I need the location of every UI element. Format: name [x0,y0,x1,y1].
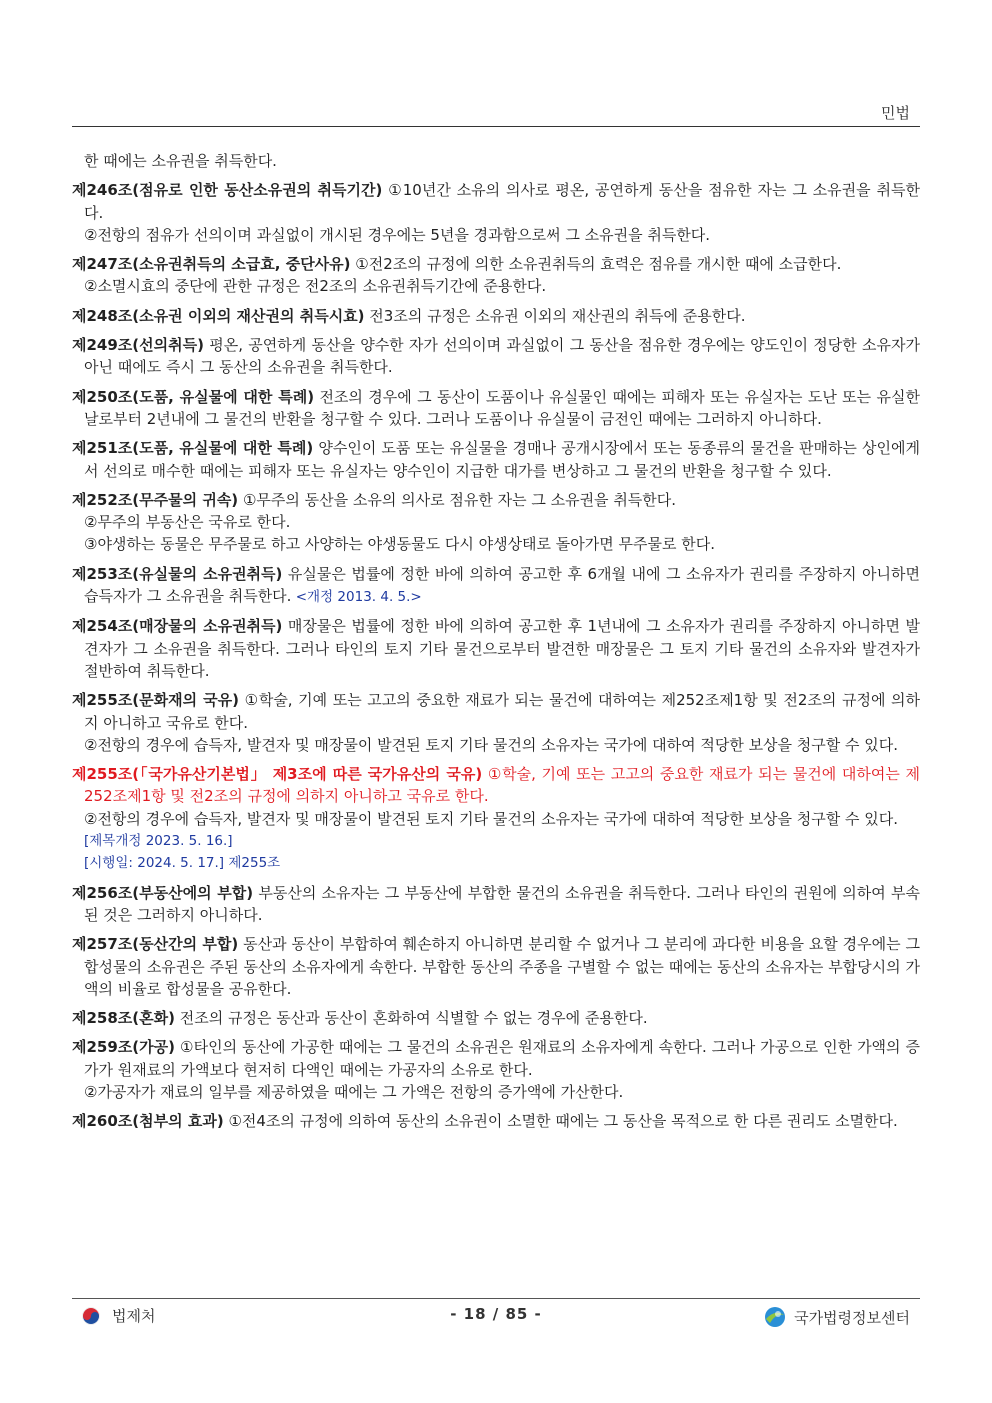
article-block [72,1007,920,1029]
article-title: 제251조(도품, 유실물에 대한 특례) [72,439,314,458]
header-divider [72,126,920,127]
article-body: ①무주의 동산을 소유의 의사로 점유한 자는 그 소유권을 취득한다. [238,490,677,509]
article [72,933,920,1000]
article-block [72,253,920,298]
article [72,179,920,224]
article [72,305,920,327]
article [72,1036,920,1081]
ministry-name: 법제처 [112,1307,156,1325]
article-body: 전조의 경우에 그 동산이 도품이나 유실물인 때에는 피해자 또는 유실자는 도난 또는 유실한 날로부터 2년내에 그 물건의 반환을 청구할 수 있다. 그러나 도품이나 유실물이 금전인 때에는 그러하지 아니하다. [84,387,920,428]
article [72,253,920,275]
article [72,563,920,609]
article [72,689,920,734]
article-title: 제248조(소유권 이외의 재산권의 취득시효) [72,306,365,325]
article-paragraph: ②가공자가 재료의 일부를 제공하였을 때에는 그 가액은 전항의 증가액에 가산한다. [84,1082,624,1101]
article-list [72,179,920,1132]
law-center-name: 국가법령정보센터 [794,1308,910,1327]
article-title: 제252조(무주물의 귀속) [72,490,239,509]
article-paragraph: ②전항의 경우에 습득자, 발견자 및 매장물이 발견된 토지 기타 물건의 소유자는 국가에 대하여 적당한 보상을 청구할 수 있다. [84,735,899,754]
article-body: 매장물은 법률에 정한 바에 의하여 공고한 후 1년내에 그 소유자가 권리를 주장하지 아니하면 발견자가 그 소유권을 취득한다. 그러나 타인의 토지 기타 물건으로부터 발견한 매장물은 그 토지 기타 물건의 소유자와 발견자가 절반하여 취득한다. [84,617,921,680]
article-body: 동산과 동산이 부합하여 훼손하지 아니하면 분리할 수 없거나 그 분리에 과다한 비용을 요할 경우에는 그 합성물의 소유권은 주된 동산의 소유자에게 속한다. 부합한 동산의 주종을 구별할 수 없는 때에는 동산의 소유자는 부합당시의 가액의 비율로 합성물을 공유한다. [84,935,920,998]
article-title: 제253조(유실물의 소유권취득) [72,564,283,583]
law-text [72,150,920,1140]
article-body: ①전2조의 규정에 의한 소유권취득의 효력은 점유를 개시한 때에 소급한다. [350,255,842,274]
article-title: 제254조(매장물의 소유권취득) [72,617,283,636]
article-title: 제259조(가공) [72,1038,175,1057]
article-block [72,1036,920,1103]
article-block [72,437,920,482]
footer-divider [72,1298,920,1299]
article-title: 제260조(첨부의 효과) [72,1112,224,1131]
article-block [72,179,920,246]
article-body: ①학술, 기예 또는 고고의 중요한 재료가 되는 물건에 대하여는 제252조제1항 및 전2조의 규정에 의하지 아니하고 국유로 한다. [84,691,920,732]
article-title: 제250조(도품, 유실물에 대한 특례) [72,387,315,406]
article-paragraph: ②전항의 경우에 습득자, 발견자 및 매장물이 발견된 토지 기타 물건의 소유자는 국가에 대하여 적당한 보상을 청구할 수 있다. [84,809,899,828]
revision-note: [시행일: 2024. 5. 17.] 제255조 [84,855,281,872]
article [72,437,920,482]
article-body: 양수인이 도품 또는 유실물을 경매나 공개시장에서 또는 동종류의 물건을 판매하는 상인에게서 선의로 매수한 때에는 피해자 또는 유실자는 양수인이 지급한 대가를 변상하고 그 물건의 반환을 청구할 수 있다. [84,439,920,480]
article-block [72,763,920,874]
article [72,386,920,431]
revision-note: [제목개정 2023. 5. 16.] [84,833,233,850]
article-block [72,305,920,327]
article-body: ①타인의 동산에 가공한 때에는 그 물건의 소유권은 원재료의 소유자에게 속한다. 그러나 가공으로 인한 가액의 증가가 원재료의 가액보다 현저히 다액인 때에는 가공자의 소유로 한다. [84,1038,920,1079]
article-paragraph: ②소멸시효의 중단에 관한 규정은 전2조의 소유권취득기간에 준용한다. [84,277,547,296]
article-title: 제255조(문화재의 국유) [72,691,239,710]
page-footer [72,1303,920,1331]
article-block [72,882,920,927]
article-body: 전3조의 규정은 소유권 이외의 재산권의 취득에 준용한다. [364,306,746,325]
article-body: 유실물은 법률에 정한 바에 의하여 공고한 후 6개월 내에 그 소유자가 권리를 주장하지 아니하면 습득자가 그 소유권을 취득한다. [84,564,921,606]
article-block [72,489,920,556]
article-paragraph: ②무주의 부동산은 국유로 한다. [84,513,291,532]
article-block [72,563,920,609]
article-paragraph: ③야생하는 동물은 무주물로 하고 사양하는 야생동물도 다시 야생상태로 돌아가면 무주물로 한다. [84,535,716,554]
document-title: 민법 [881,104,910,122]
article-block [72,386,920,431]
article [72,1110,920,1132]
footer-right [762,1305,910,1329]
article-title: 제249조(선의취득) [72,336,204,355]
article [72,334,920,379]
article [72,763,920,808]
article-block [72,933,920,1000]
article-body: 전조의 규정은 동산과 동산이 혼화하여 식별할 수 없는 경우에 준용한다. [174,1009,648,1028]
article-title: 제258조(혼화) [72,1009,175,1028]
page-number: - 18 / 85 - [450,1305,542,1323]
article [72,882,920,927]
article-title: 제257조(동산간의 부합) [72,935,239,954]
article-body: ①학술, 기예 또는 고고의 중요한 재료가 되는 물건에 대하여는 제252조제1항 및 전2조의 규정에 의하지 아니하고 국유로 한다. [84,765,921,806]
amendment-note: <개정 2013. 4. 5.> [291,589,422,606]
article-title: 제247조(소유권취득의 소급효, 중단사유) [72,255,351,274]
article-title: 제246조(점유로 인한 동산소유권의 취득기간) [72,181,383,200]
article-title: 제256조(부동산에의 부합) [72,883,254,902]
article [72,615,920,682]
article-body: ①10년간 소유의 의사로 평온, 공연하게 동산을 점유한 자는 그 소유권을 취득한다. [84,181,920,222]
article-body: 평온, 공연하게 동산을 양수한 자가 선의이며 과실없이 그 동산을 점유한 경우에는 양도인이 정당한 소유자가 아닌 때에도 즉시 그 동산의 소유권을 취득한다. [84,336,920,377]
article-block [72,615,920,682]
article [72,1007,920,1029]
article-block [72,1110,920,1132]
article-title: 제255조(「국가유산기본법」 제3조에 따른 국가유산의 국유) [72,765,483,784]
article [72,489,920,511]
article-paragraph: ②전항의 점유가 선의이며 과실없이 개시된 경우에는 5년을 경과함으로써 그 소유권을 취득한다. [84,225,711,244]
law-center-logo-icon [762,1305,788,1329]
article-body: 부동산의 소유자는 그 부동산에 부합한 물건의 소유권을 취득한다. 그러나 타인의 권원에 의하여 부속된 것은 그러하지 아니하다. [84,883,920,924]
article-block [72,689,920,756]
article-body: ①전4조의 규정에 의하여 동산의 소유권이 소멸한 때에는 그 동산을 목적으로 한 다른 권리도 소멸한다. [223,1112,898,1131]
article-block [72,334,920,379]
continued-text: 한 때에는 소유권을 취득한다. [84,152,277,170]
